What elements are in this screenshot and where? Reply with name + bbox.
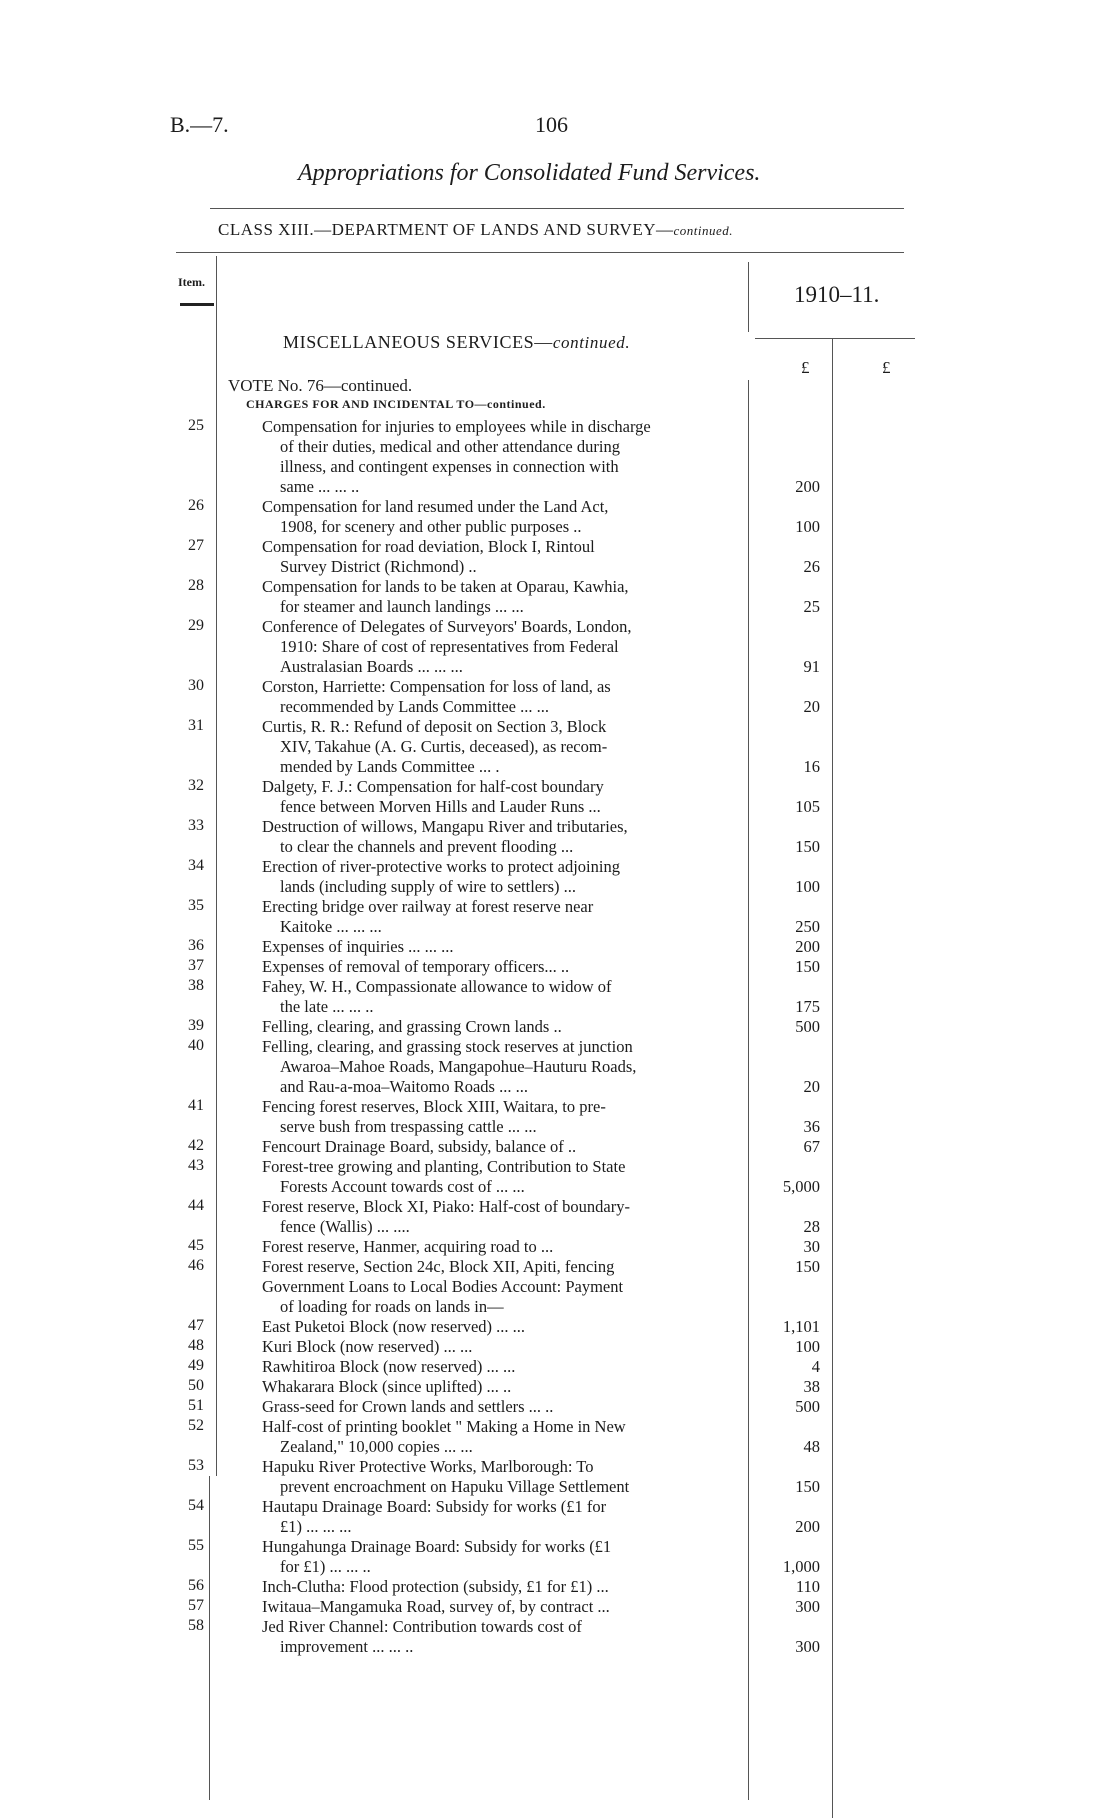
item-amount: 20: [803, 1077, 820, 1096]
item-number: 48: [188, 1337, 204, 1354]
item-number: 25: [188, 417, 204, 434]
item-description-line: Compensation for lands to be taken at Oparau, Kawhia,: [262, 577, 629, 596]
item-description-line: Australasian Boards ... ... ...: [280, 657, 463, 676]
item-description-line: Dalgety, F. J.: Compensation for half-cost boundary: [262, 777, 604, 796]
year-column-header: 1910–11.: [794, 282, 880, 307]
item-description-line: Forest reserve, Section 24c, Block XII, Apiti, fencing: [262, 1257, 615, 1276]
item-description-line: Conference of Delegates of Surveyors' Boards, London,: [262, 617, 632, 636]
item-description-line: for steamer and launch landings ... ...: [280, 597, 524, 616]
item-description-line: of loading for roads on lands in—: [280, 1297, 504, 1316]
item-number: 46: [188, 1257, 204, 1274]
item-description-line: Survey District (Richmond) ..: [280, 557, 477, 576]
item-description-line: Hungahunga Drainage Board: Subsidy for works (£1: [262, 1537, 612, 1556]
item-description-line: Compensation for injuries to employees while in discharge: [262, 417, 651, 436]
item-description-line: Fencing forest reserves, Block XIII, Waitara, to pre-: [262, 1097, 606, 1116]
item-description-line: prevent encroachment on Hapuku Village Settlement: [280, 1477, 630, 1496]
item-description-line: serve bush from trespassing cattle ... ...: [280, 1117, 537, 1136]
item-number: 31: [188, 717, 204, 734]
item-amount: 1,000: [782, 1557, 820, 1576]
page-number: 106: [535, 112, 568, 137]
item-number: 28: [188, 577, 204, 594]
item-amount: 100: [795, 1337, 820, 1356]
document-reference: B.—7.: [170, 112, 229, 137]
item-description-line: Compensation for road deviation, Block I, Rintoul: [262, 537, 595, 556]
section-heading-suffix: continued.: [552, 333, 631, 352]
item-amount: 200: [795, 1517, 820, 1536]
item-amount: 4: [811, 1357, 820, 1376]
item-description-line: lands (including supply of wire to settlers) ...: [280, 877, 577, 896]
item-amount: 25: [803, 597, 820, 616]
item-description-line: XIV, Takahue (A. G. Curtis, deceased), as recom-: [280, 737, 608, 756]
item-number: 41: [188, 1097, 204, 1114]
item-number: 44: [188, 1197, 204, 1214]
item-description-line: Kuri Block (now reserved) ... ...: [262, 1337, 473, 1356]
item-description-line: Compensation for land resumed under the Land Act,: [262, 497, 609, 516]
item-number: 26: [188, 497, 204, 514]
item-number: 50: [188, 1377, 204, 1394]
pound-sign-column-2: £: [882, 358, 891, 377]
item-number: 53: [188, 1457, 204, 1474]
item-number: 27: [188, 537, 204, 554]
item-description-line: Hapuku River Protective Works, Marlborough: To: [262, 1457, 594, 1476]
item-number: 30: [188, 677, 204, 694]
item-description-line: Forest reserve, Block XI, Piako: Half-cost of boundary-: [262, 1197, 630, 1216]
item-description-line: Forests Account towards cost of ... ...: [280, 1177, 525, 1196]
item-amount: 100: [795, 517, 820, 536]
item-amount: 5,000: [782, 1177, 820, 1196]
item-amount: 48: [803, 1437, 820, 1456]
section-heading-main: MISCELLANEOUS SERVICES—: [283, 332, 553, 352]
item-number: 54: [188, 1497, 204, 1514]
item-amount: 16: [803, 757, 820, 776]
item-amount: 500: [795, 1017, 820, 1036]
item-description-line: Felling, clearing, and grassing stock reserves at junction: [262, 1037, 633, 1056]
item-amount: 36: [803, 1117, 820, 1136]
item-description-line: Inch-Clutha: Flood protection (subsidy, £1 for £1) ...: [262, 1577, 609, 1596]
item-number: 38: [188, 977, 204, 994]
item-description-line: Iwitaua–Mangamuka Road, survey of, by contract ...: [262, 1597, 610, 1616]
item-amount: 26: [803, 557, 820, 576]
item-description-line: Expenses of inquiries ... ... ...: [262, 937, 454, 956]
item-number: 35: [188, 897, 204, 914]
item-description-line: illness, and contingent expenses in connection with: [280, 457, 619, 476]
item-description-line: Government Loans to Local Bodies Account: Payment: [262, 1277, 624, 1296]
item-amount: 200: [795, 937, 820, 956]
item-amount: 175: [795, 997, 820, 1016]
item-description-line: Fencourt Drainage Board, subsidy, balance of ..: [262, 1137, 577, 1156]
item-description-line: the late ... ... ..: [280, 997, 374, 1016]
item-number: 42: [188, 1137, 204, 1154]
item-description-line: 1908, for scenery and other public purposes ..: [280, 517, 582, 536]
item-number: 43: [188, 1157, 204, 1174]
item-number: 49: [188, 1357, 204, 1374]
item-description-line: and Rau-a-moa–Waitomo Roads ... ...: [280, 1077, 528, 1096]
item-description-line: Corston, Harriette: Compensation for loss of land, as: [262, 677, 611, 696]
item-amount: 38: [803, 1377, 820, 1396]
class-heading-main: CLASS XIII.—DEPARTMENT OF LANDS AND SURVEY—: [218, 220, 674, 239]
item-description-line: Expenses of removal of temporary officers... ..: [262, 957, 570, 976]
item-number: 29: [188, 617, 204, 634]
item-number: 51: [188, 1397, 204, 1414]
item-number: 34: [188, 857, 204, 874]
item-description-line: fence between Morven Hills and Lauder Runs ...: [280, 797, 601, 816]
item-number: 57: [188, 1597, 204, 1614]
item-number: 33: [188, 817, 204, 834]
item-amount: 100: [795, 877, 820, 896]
item-description-line: Felling, clearing, and grassing Crown lands ..: [262, 1017, 562, 1036]
item-description-line: Destruction of willows, Mangapu River and tributaries,: [262, 817, 628, 836]
item-amount: 150: [795, 1477, 820, 1496]
item-description-line: Forest reserve, Hanmer, acquiring road to ...: [262, 1237, 554, 1256]
item-amount: 500: [795, 1397, 820, 1416]
item-number: 52: [188, 1417, 204, 1434]
item-description-line: Kaitoke ... ... ...: [280, 917, 382, 936]
item-description-line: fence (Wallis) ... ....: [280, 1217, 410, 1236]
item-amount: 300: [795, 1637, 820, 1656]
item-description-line: Erection of river-protective works to protect adjoining: [262, 857, 620, 876]
item-description-line: 1910: Share of cost of representatives from Federal: [280, 637, 619, 656]
item-description-line: Hautapu Drainage Board: Subsidy for works (£1 for: [262, 1497, 607, 1516]
pound-sign-column-1: £: [801, 358, 810, 377]
item-number: 45: [188, 1237, 204, 1254]
page-title: Appropriations for Consolidated Fund Services.: [298, 160, 761, 186]
item-description-line: Curtis, R. R.: Refund of deposit on Section 3, Block: [262, 717, 607, 736]
item-column-header: Item.: [178, 275, 205, 289]
item-number: 36: [188, 937, 204, 954]
item-description-line: Half-cost of printing booklet " Making a Home in New: [262, 1417, 626, 1436]
item-number: 47: [188, 1317, 204, 1334]
item-description-line: Grass-seed for Crown lands and settlers ... ..: [262, 1397, 554, 1416]
item-number: 56: [188, 1577, 204, 1594]
item-description-line: Zealand," 10,000 copies ... ...: [280, 1437, 473, 1456]
item-number: 58: [188, 1617, 204, 1634]
item-amount: 200: [795, 477, 820, 496]
class-heading-suffix: continued.: [673, 223, 734, 238]
item-number: 37: [188, 957, 204, 974]
item-number: 32: [188, 777, 204, 794]
item-description-line: Whakarara Block (since uplifted) ... ..: [262, 1377, 512, 1396]
vote-heading: VOTE No. 76—continued.: [228, 376, 413, 395]
item-description-line: Awaroa–Mahoe Roads, Mangapohue–Hauturu Roads,: [280, 1057, 637, 1076]
item-amount: 67: [803, 1137, 820, 1156]
item-description-line: same ... ... ..: [280, 477, 360, 496]
item-amount: 91: [803, 657, 820, 676]
item-description-line: Rawhitiroa Block (now reserved) ... ...: [262, 1357, 516, 1376]
item-description-line: of their duties, medical and other attendance during: [280, 437, 620, 456]
item-number: 55: [188, 1537, 204, 1554]
item-amount: 105: [795, 797, 820, 816]
charges-subheading: CHARGES FOR AND INCIDENTAL TO—continued.: [246, 397, 546, 411]
item-description-line: East Puketoi Block (now reserved) ... ...: [262, 1317, 526, 1336]
item-amount: 150: [795, 957, 820, 976]
item-description-line: mended by Lands Committee ... .: [280, 757, 500, 776]
item-description-line: Forest-tree growing and planting, Contribution to State: [262, 1157, 626, 1176]
item-description-line: Jed River Channel: Contribution towards cost of: [262, 1617, 582, 1636]
item-amount: 1,101: [782, 1317, 820, 1336]
item-description-line: improvement ... ... ..: [280, 1637, 414, 1656]
item-amount: 150: [795, 1257, 820, 1276]
item-amount: 30: [803, 1237, 820, 1256]
item-number: 40: [188, 1037, 204, 1054]
item-amount: 110: [795, 1577, 820, 1596]
item-description-line: to clear the channels and prevent flooding ...: [280, 837, 574, 856]
item-description-line: £1) ... ... ...: [280, 1517, 352, 1536]
item-amount: 250: [795, 917, 820, 936]
item-description-line: recommended by Lands Committee ... ...: [280, 697, 549, 716]
item-description-line: Erecting bridge over railway at forest reserve near: [262, 897, 594, 916]
item-number: 39: [188, 1017, 204, 1034]
item-amount: 150: [795, 837, 820, 856]
item-description-line: for £1) ... ... ..: [280, 1557, 371, 1576]
item-amount: 300: [795, 1597, 820, 1616]
item-amount: 28: [803, 1217, 820, 1236]
item-description-line: Fahey, W. H., Compassionate allowance to widow of: [262, 977, 612, 996]
item-amount: 20: [803, 697, 820, 716]
